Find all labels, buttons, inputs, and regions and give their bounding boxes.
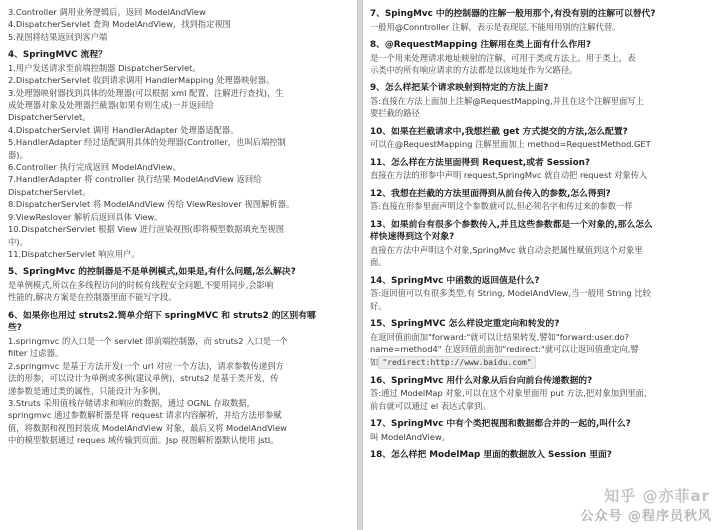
question-heading: 15、SpringMVC 怎么样设定重定向和转发的? xyxy=(370,319,560,330)
text-line: 2.springmvc 是基于方法开发(一个 url 对应一个方法)，请求参数传递到方 xyxy=(8,360,284,371)
q4-heading: 4、SpringMVC 流程？ xyxy=(8,50,107,61)
question-heading: 17、SpringMvc 中有个类把视图和数据都合并的一起的,叫什么? xyxy=(370,419,631,430)
q5-answer xyxy=(8,279,349,304)
text-line: 成处理器对象及处理器拦截器(如果有则生成)一并返回给 xyxy=(8,100,214,111)
text-line: 3.Controller 调用业务逻辑后，返回 ModelAndView xyxy=(8,7,206,17)
answer-line: 一般用@Conntroller 注解，表示是表现层,不能用用别的注解代替。 xyxy=(370,21,621,32)
answer-line: 示类中的所有响应请求的方法都是以该地址作为父路径。 xyxy=(370,65,578,75)
text-line: DispatcherServlet。 xyxy=(8,186,91,197)
answer-line-code xyxy=(370,356,712,369)
question-heading-cont: 样快速得到这个对象? xyxy=(370,232,455,243)
watermark-wechat: 公众号 @程序员秋风 xyxy=(580,509,712,524)
text-line: 中)。 xyxy=(8,236,28,247)
text-line: springmvc 通过参数解析器是将 request 请求内容解析，并给方法形参赋 xyxy=(8,410,282,421)
text-line: 是单例模式,所以在多线程访问的时候有线程安全问题,不要用同步,会影响 xyxy=(8,279,274,290)
question-heading: 7、SpingMvc 中的控制器的注解一般用那个,有没有别的注解可以替代? xyxy=(370,9,656,19)
left-column xyxy=(8,6,349,447)
text-line: 3.处理器映射器找到具体的处理器(可以根据 xml 配置、注解进行查找)，生 xyxy=(8,87,284,98)
text-line: 中的模型数据通过 reques 域传输到页面。Jsp 视图解析器默认使用 jstl。 xyxy=(8,435,279,446)
text-line: 1.springmvc 的入口是一个 servlet 即前端控制器，而 struts2 入口是一个 xyxy=(8,335,288,346)
question-heading: 10、如果在拦截请求中,我想拦截 get 方式提交的方法,怎么配置? xyxy=(370,126,628,137)
q6-answer xyxy=(8,335,349,447)
text-line: 性能的,解决方案是在控制器里面不能写字段。 xyxy=(8,292,177,303)
answer-line: 要拦截的路径 xyxy=(370,108,420,119)
text-line: 2.DispatcherServlet 收到请求调用 HandlerMapping 处理器映射器。 xyxy=(8,75,275,86)
answer-line: 好。 xyxy=(370,300,387,311)
text-line: 6.Controller 执行完成返回 ModelAndView。 xyxy=(8,162,181,173)
qa-section xyxy=(370,219,712,269)
q6-heading-line1: 6、如果你也用过 struts2.简单介绍下 springMVC 和 struts2 的区别有哪 xyxy=(8,310,316,321)
question-heading: 11、怎么样在方法里面得到 Request,或者 Session? xyxy=(370,157,590,168)
answer-line: name=method4" 在返回值前面加"redirect:"就可以让返回值重定向,譬 xyxy=(370,344,639,355)
answer-line: 答:直接在形参里面声明这个参数就可以,但必须名字和传过来的参数一样 xyxy=(370,201,633,212)
answer-line: 答:返回值可以有很多类型,有 String, ModelAndView,当一般用 String 比较 xyxy=(370,288,651,299)
text-line: 9.ViewReslover 解析后返回具体 View。 xyxy=(8,211,163,222)
q6-heading-line2: 些? xyxy=(8,323,22,334)
question-heading: 9、怎么样把某个请求映射到特定的方法上面? xyxy=(370,83,549,94)
right-column xyxy=(370,8,712,462)
text-line: 法的形参，可以设计为单例或多例(建议单例)，struts2 是基于类开发，传 xyxy=(8,373,279,384)
text-line: 7.HandlerAdapter 将 controller 执行结果 ModelAndView 返回给 xyxy=(8,174,262,185)
q5-heading: 5、SpringMvc 的控制器是不是单例模式,如果是,有什么问题,怎么解决? xyxy=(8,267,296,278)
question-heading: 16、SpringMvc 用什么对象从后台向前台传递数据的? xyxy=(370,375,593,386)
qa-section xyxy=(370,82,712,119)
answer-line: 直接在方法中声明这个对象,SpringMvc 就自动会把属性赋值到这个对象里 xyxy=(370,245,643,255)
question-heading: 8、@RequestMapping 注解用在类上面有什么作用? xyxy=(370,40,592,50)
text-line: filter 过虑器。 xyxy=(8,348,64,359)
question-heading: 12、我想在拦截的方法里面得到从前台传入的参数,怎么得到? xyxy=(370,188,611,199)
qa-section xyxy=(370,275,712,312)
answer-line: 前台就可以通过 el 表达式拿到。 xyxy=(370,400,491,411)
qa-section xyxy=(370,449,712,462)
answer-line: 面。 xyxy=(370,257,387,268)
qa-section xyxy=(370,39,712,76)
qa-section xyxy=(370,126,712,151)
text-line: 8.DispatcherServlet 将 ModelAndView 传给 ViewReslover 视图解析器。 xyxy=(8,199,295,210)
text-line: 1.用户发送请求至前端控制器 DispatcherServlet。 xyxy=(8,62,201,73)
answer-line: 叫 ModelAndView。 xyxy=(370,431,451,442)
qa-section xyxy=(370,418,712,443)
text-line: 4.DispatcherServlet 调用 HandlerAdapter 处理器适配器。 xyxy=(8,124,239,135)
answer-line: 答:通过 ModelMap 对象,可以在这个对象里面用 put 方法,把对象加到里面, xyxy=(370,388,647,399)
question-heading: 14、SpringMvc 中函数的返回值是什么? xyxy=(370,275,540,286)
qa-section xyxy=(370,157,712,182)
answer-line: 答:直接在方法上面加上注解@RequestMapping,并且在这个注解里面写上 xyxy=(370,96,644,106)
text-line: 5.HandlerAdapter 经过适配调用具体的处理器(Controller，也叫后端控制 xyxy=(8,137,286,148)
text-line: DispatcherServlet。 xyxy=(8,112,91,123)
text-line: 10.DispatcherServlet 根据 View 进行渲染视图(即将模型数据填充至视图 xyxy=(8,224,284,235)
qa-section xyxy=(370,318,712,368)
code-snippet: "redirect:http://www.baidu.com" xyxy=(378,356,535,369)
text-line: 器)。 xyxy=(8,149,28,160)
qa-section xyxy=(370,188,712,213)
right-page xyxy=(363,0,720,530)
text-line: 值，将数据和视图封装成 ModelAndView 对象，最后又将 ModelAndView xyxy=(8,422,287,433)
answer-line: 在返回值前面加"forward:"就可以让结果转发,譬如"forward:user.do? xyxy=(370,331,630,342)
intro-lines xyxy=(8,6,349,43)
question-heading: 18、怎么样把 ModelMap 里面的数据放入 Session 里面? xyxy=(370,450,612,461)
qa-section xyxy=(370,8,712,33)
text-line: 递参数是通过类的属性，只能设计为多例。 xyxy=(8,385,166,396)
answer-line: 直接在方法的形参中声明 request,SpringMvc 就自动把 request 对象传入 xyxy=(370,170,648,181)
answer-line: 是一个用来处理请求地址映射的注解，可用于类或方法上。用于类上，表 xyxy=(370,52,636,63)
code-prefix: 如 xyxy=(370,356,379,367)
text-line: 5.视图将结果返回到客户端 xyxy=(8,31,108,42)
text-line: 3.Struts 采用值栈存储请求和响应的数据，通过 OGNL 存取数据， xyxy=(8,397,255,408)
answer-line: 可以在@RequestMapping 注解里面加上 method=RequestMethod.GET xyxy=(370,139,651,150)
left-page xyxy=(0,0,357,530)
question-heading: 13、如果前台有很多个参数传入,并且这些参数都是一个对象的,那么怎么 xyxy=(370,219,653,230)
watermark-zhihu: 知乎 @亦菲ar xyxy=(604,487,710,505)
text-line: 4.DispatcherServlet 查询 ModelAndView，找到指定视图 xyxy=(8,19,231,30)
q4-answer xyxy=(8,62,349,261)
qa-section xyxy=(370,375,712,412)
text-line: 11.DispatcherServlet 响应用户。 xyxy=(8,248,140,259)
